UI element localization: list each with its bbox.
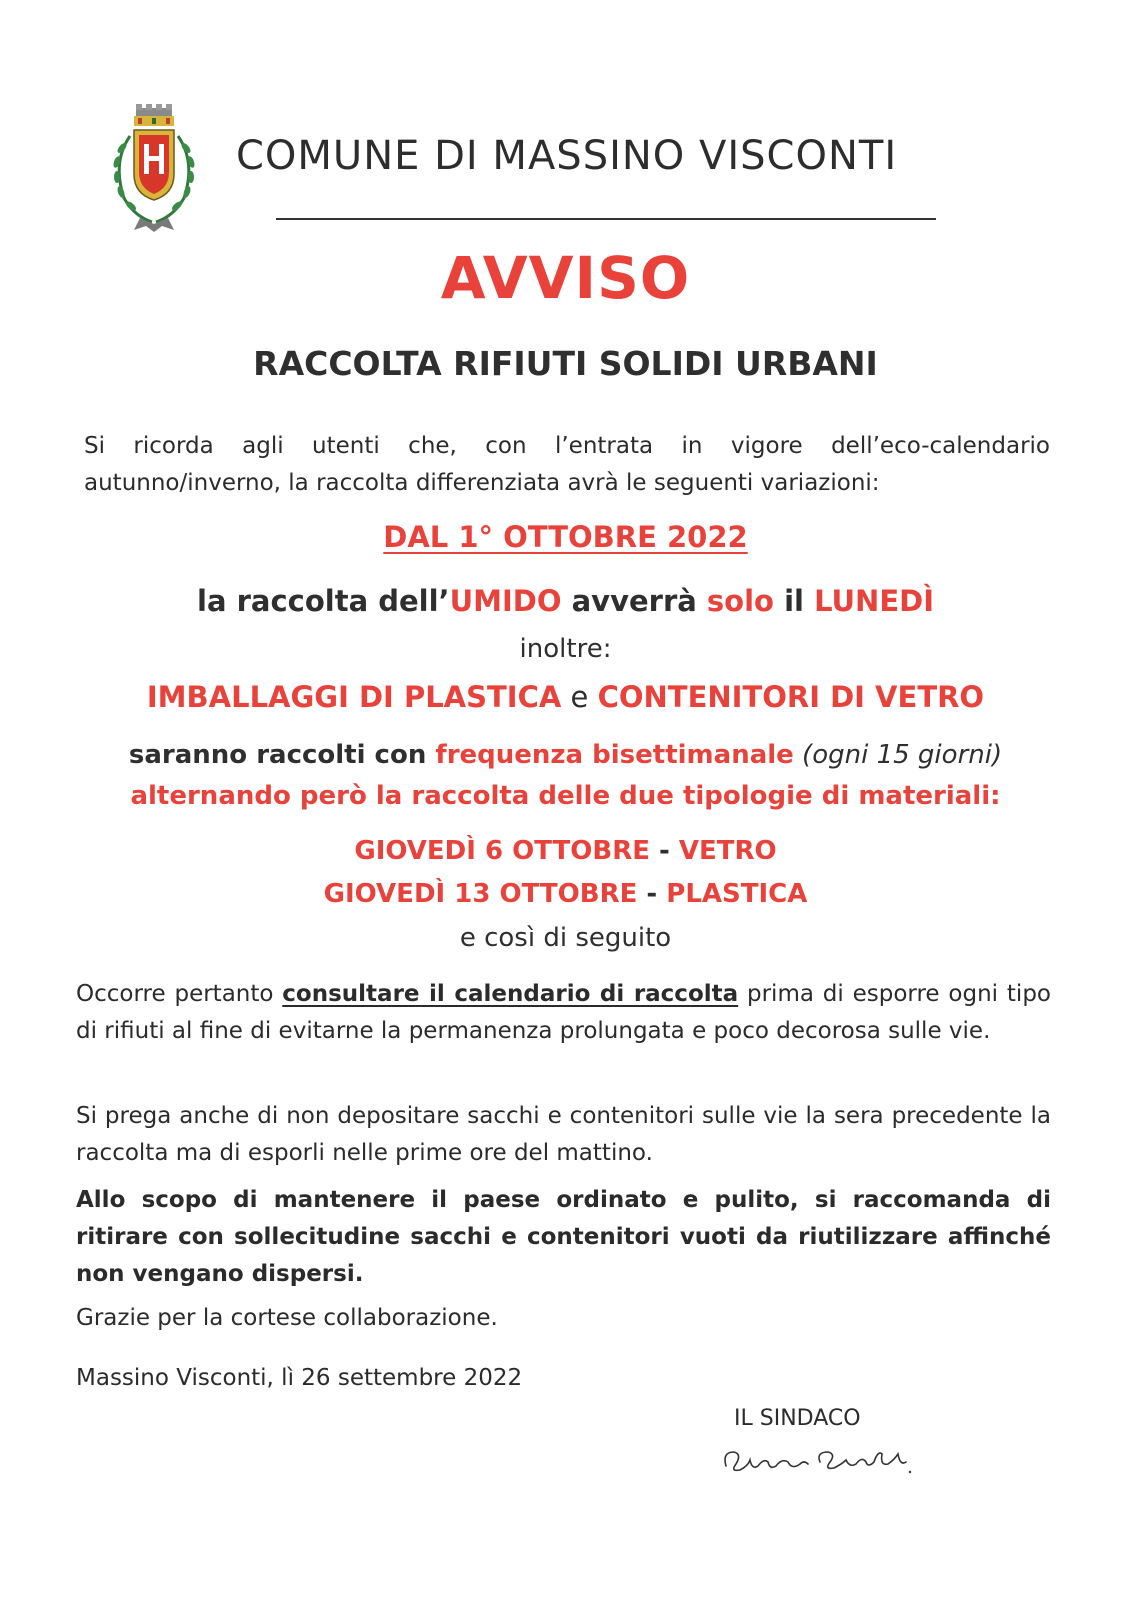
umido-part2: avverrà bbox=[561, 584, 707, 618]
umido-schedule-line bbox=[0, 584, 1131, 618]
umido-part3: il bbox=[773, 584, 815, 618]
umido-keyword: UMIDO bbox=[449, 584, 562, 618]
schedule-separator: - bbox=[649, 836, 679, 866]
schedule-date: GIOVEDÌ 6 OTTOBRE bbox=[354, 836, 650, 866]
effective-date-text: DAL 1° OTTOBRE 2022 bbox=[383, 520, 748, 554]
deposit-paragraph: Si prega anche di non depositare sacchi e contenitori sulle vie la sera precedente la raccolta ma di esporli nelle prime ore del mattino. bbox=[76, 1103, 1051, 1166]
intro-paragraph: Si ricorda agli utenti che, con l’entrata in vigore dell’eco-calendario autunno/inverno, la raccolta differenziata avrà le seguenti variazioni: bbox=[84, 433, 1050, 496]
consult-after: prima di esporre ogni tipo di rifiuti al fine di evitarne la permanenza prolungata e poco decorosa sulle vie. bbox=[76, 981, 1051, 1044]
header-divider bbox=[276, 218, 936, 220]
cosi-text: e così di seguito bbox=[459, 923, 672, 953]
materials-conjunction: e bbox=[561, 680, 598, 714]
municipality-name: COMUNE DI MASSINO VISCONTI bbox=[236, 133, 898, 179]
frequency-line bbox=[0, 740, 1131, 770]
solo-keyword: solo bbox=[706, 584, 774, 618]
material-vetro: CONTENITORI DI VETRO bbox=[597, 680, 985, 714]
schedule-material: VETRO bbox=[678, 836, 777, 866]
alternating-line: alternando però la raccolta delle due tipologie di materiali: bbox=[130, 781, 1001, 811]
thanks-paragraph: Grazie per la cortese collaborazione. bbox=[76, 1305, 498, 1331]
tidy-paragraph: Allo scopo di mantenere il paese ordinato e pulito, si raccomanda di ritirare con sollecitudine sacchi e contenitori vuoti da riutilizzare affinché non vengano dispersi. bbox=[76, 1187, 1051, 1287]
schedule-date: GIOVEDÌ 13 OTTOBRE bbox=[323, 879, 638, 909]
umido-part1: la raccolta dell’ bbox=[197, 584, 450, 618]
schedule-item bbox=[0, 879, 1131, 909]
schedule-material: PLASTICA bbox=[666, 879, 808, 909]
notice-title: AVVISO bbox=[440, 244, 691, 312]
materials-line bbox=[0, 680, 1131, 714]
notice-subtitle: RACCOLTA RIFIUTI SOLIDI URBANI bbox=[253, 344, 878, 383]
effective-date bbox=[0, 520, 1131, 554]
handwritten-signature-icon bbox=[716, 1440, 916, 1484]
consult-before: Occorre pertanto bbox=[76, 981, 283, 1007]
lunedi-keyword: LUNEDÌ bbox=[814, 584, 934, 618]
municipal-coat-of-arms-icon bbox=[100, 102, 208, 238]
frequency-part1: saranno raccolti con bbox=[128, 740, 436, 770]
consult-calendar-emphasis: consultare il calendario di raccolta bbox=[282, 981, 739, 1007]
frequency-paren: (ogni 15 giorni) bbox=[793, 740, 1003, 770]
schedule-separator: - bbox=[637, 879, 667, 909]
schedule-item bbox=[0, 836, 1131, 866]
place-and-date: Massino Visconti, lì 26 settembre 2022 bbox=[76, 1365, 523, 1391]
material-plastica: IMBALLAGGI DI PLASTICA bbox=[146, 680, 562, 714]
consult-paragraph bbox=[76, 976, 1051, 1050]
frequency-keyword: frequenza bisettimanale bbox=[435, 740, 794, 770]
signatory-label: IL SINDACO bbox=[734, 1406, 861, 1431]
inoltre-text: inoltre: bbox=[519, 634, 612, 664]
